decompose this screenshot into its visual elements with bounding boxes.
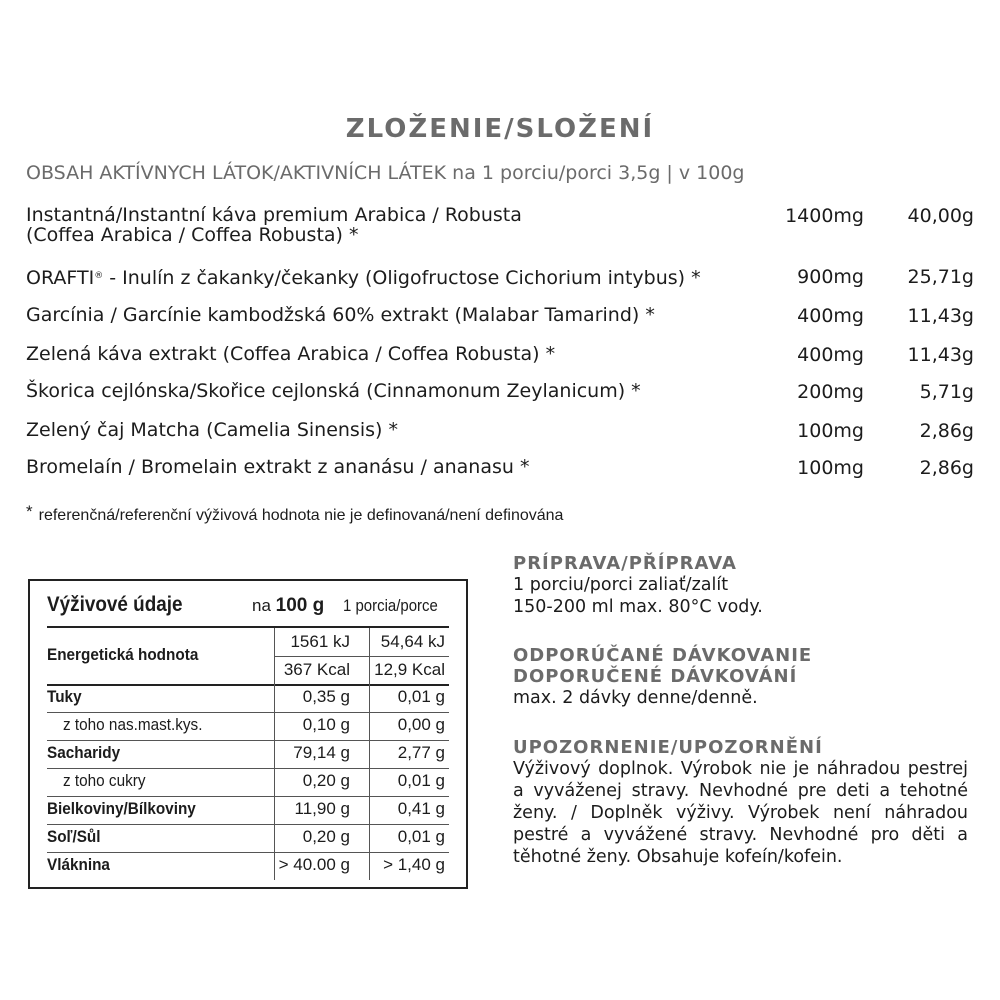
nutrient-label: Soľ/Sůl (47, 827, 101, 846)
ingredient-name-rest: - Inulín z čakanky/čekanky (Oligofructose Cichorium intybus) * (103, 267, 701, 289)
ingredient-g: 11,43g (907, 344, 974, 366)
per-prefix: na (252, 596, 271, 615)
page-title: ZLOŽENIE/SLOŽENÍ (345, 114, 655, 144)
energy-row (47, 628, 449, 686)
ingredient-name: Zelený čaj Matcha (Camelia Sinensis) * (26, 419, 398, 441)
ingredient-name: ORAFTI (26, 267, 95, 289)
ingredient-name: Škorica cejlónska/Skořice cejlonská (Cinnamonum Zeylanicum) * (26, 380, 641, 402)
value-portion: 0,41 g (397, 799, 445, 818)
nutrition-header: Výživové údaje (47, 593, 183, 616)
ingredient-mg: 900mg (797, 266, 864, 288)
ingredient-g: 2,86g (919, 457, 974, 479)
per-amount: 100 g (275, 595, 325, 616)
ingredient-g: 2,86g (919, 420, 974, 442)
ingredient-name: Zelená káva extrakt (Coffea Arabica / Coffea Robusta) * (26, 343, 556, 365)
per-portion-header: 1 porcia/porce (343, 596, 438, 615)
nutrition-row (47, 852, 449, 880)
value-100g: 0,20 g (302, 771, 350, 790)
preparation-section (513, 553, 973, 618)
nutrient-label: Sacharidy (47, 743, 121, 762)
value-100g: 0,35 g (302, 687, 350, 706)
energy-kcal-portion: 12,9 Kcal (374, 660, 445, 679)
value-portion: 0,01 g (397, 771, 445, 790)
value-portion: 0,01 g (397, 687, 445, 706)
ingredient-mg: 400mg (797, 344, 864, 366)
value-100g: 79,14 g (293, 743, 350, 762)
dosage-text: max. 2 dávky denne/denně. (513, 688, 758, 708)
preparation-heading: PRÍPRAVA/PŘÍPRAVA (513, 553, 737, 574)
nutrition-row (47, 684, 449, 713)
ingredient-mg: 400mg (797, 305, 864, 327)
energy-label: Energetická hodnota (47, 645, 199, 664)
preparation-line: 1 porciu/porci zaliať/zalít (513, 575, 729, 595)
nutrition-row (47, 768, 449, 797)
active-ingredients-header: OBSAH AKTÍVNYCH LÁTOK/AKTIVNÍCH LÁTEK na 1 porciu/porci 3,5g | v 100g (26, 162, 745, 184)
ingredient-g: 11,43g (907, 305, 974, 327)
value-100g: 0,20 g (302, 827, 350, 846)
dosage-section (513, 645, 973, 709)
value-100g: 0,10 g (302, 715, 350, 734)
energy-kcal-100g: 367 Kcal (283, 660, 350, 679)
ingredient-mg: 100mg (797, 457, 864, 479)
footnote (26, 502, 563, 525)
footnote-text: referenčná/referenční výživová hodnota nie je definovaná/není definována (38, 507, 564, 524)
nutrition-row (47, 796, 449, 825)
nutrient-label: Bielkoviny/Bílkoviny (47, 799, 196, 818)
footnote-asterisk: * (26, 502, 33, 521)
ingredient-name-line2: (Coffea Arabica / Coffea Robusta) * (26, 224, 359, 246)
ingredient-name: Instantná/Instantní káva premium Arabica / Robusta (26, 204, 522, 226)
nutrient-label: z toho nas.mast.kys. (63, 715, 203, 734)
nutrient-label: z toho cukry (63, 771, 146, 790)
nutrition-row (47, 712, 449, 741)
value-100g: > 40.00 g (278, 855, 350, 874)
ingredient-name: Garcínia / Garcínie kambodžská 60% extrakt (Malabar Tamarind) * (26, 304, 655, 326)
nutrition-row (47, 740, 449, 769)
value-portion: 0,00 g (397, 715, 445, 734)
warning-text: Výživový doplnok. Výrobok nie je náhradou pestrej a vyváženej stravy. Nevhodné pre deti a tehotné ženy. / Doplněk výživy. Výrobek není náhradou pestré a vyvážené stravy. Nevhodné pro děti a těhotné ženy. Obsahuje kofeín/kofein. (513, 759, 968, 867)
divider (274, 656, 449, 657)
value-portion: > 1,40 g (383, 855, 445, 874)
ingredient-g: 25,71g (907, 266, 974, 288)
ingredient-mg: 1400mg (785, 205, 864, 227)
per-100g-header (252, 595, 324, 617)
energy-kj-portion: 54,64 kJ (380, 632, 445, 651)
nutrient-label: Vláknina (47, 855, 110, 874)
warning-section (513, 737, 968, 868)
dosage-heading-cz: DOPORUČENÉ DÁVKOVÁNÍ (513, 666, 798, 687)
energy-kj-100g: 1561 kJ (290, 632, 350, 651)
nutrient-label: Tuky (47, 687, 82, 706)
value-100g: 11,90 g (294, 799, 350, 818)
ingredient-name: Bromelaín / Bromelain extrakt z ananásu / ananasu * (26, 456, 530, 478)
dosage-heading-sk: ODPORÚČANÉ DÁVKOVANIE (513, 645, 813, 666)
warning-heading: UPOZORNENIE/UPOZORNĚNÍ (513, 737, 823, 758)
ingredient-g: 5,71g (919, 381, 974, 403)
nutrition-row (47, 824, 449, 853)
ingredient-mg: 200mg (797, 381, 864, 403)
nutrition-facts-panel (28, 579, 468, 889)
value-portion: 2,77 g (397, 743, 445, 762)
registered-mark: ® (94, 271, 104, 281)
value-portion: 0,01 g (397, 827, 445, 846)
preparation-line: 150-200 ml max. 80°C vody. (513, 597, 763, 617)
ingredient-g: 40,00g (907, 205, 974, 227)
ingredient-mg: 100mg (797, 420, 864, 442)
